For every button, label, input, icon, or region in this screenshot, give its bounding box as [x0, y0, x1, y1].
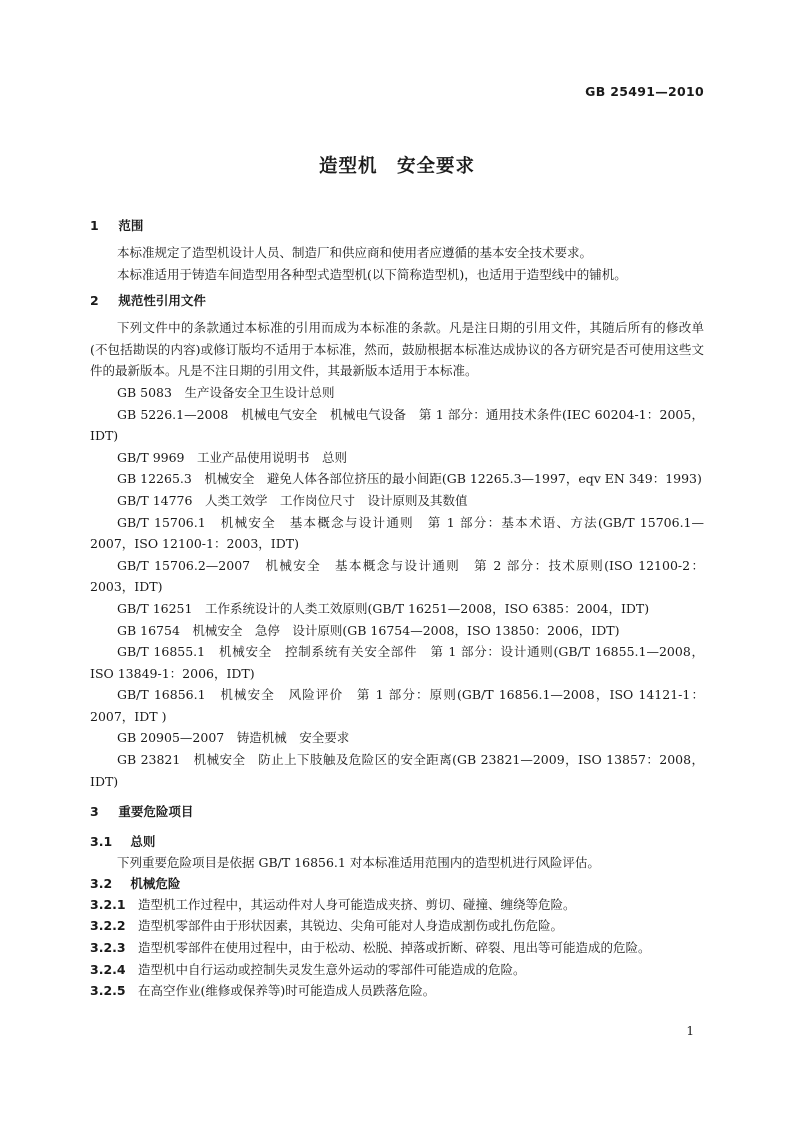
reference-item: GB 23821 机械安全 防止上下肢触及危险区的安全距离(GB 23821—2009，ISO 13857：2008，IDT) [90, 752, 704, 789]
reference-item: GB 20905—2007 铸造机械 安全要求 [117, 730, 350, 746]
document-code: GB 25491—2010 [585, 84, 704, 99]
section-number: 2 [90, 293, 99, 309]
general-paragraph: 下列重要危险项目是依据 GB/T 16856.1 对本标准适用范围内的造型机进行风险评估。 [117, 855, 600, 871]
reference-item: GB 16754 机械安全 急停 设计原则(GB 16754—2008，ISO 13850：2006，IDT) [117, 622, 620, 638]
hazard-clause [90, 980, 704, 1002]
scope-paragraph: 本标准规定了造型机设计人员、制造厂和供应商和使用者应遵循的基本安全技术要求。 [117, 245, 593, 260]
clause-number: 3.2.2 [90, 918, 126, 934]
subsection-3-2-heading [90, 874, 704, 894]
hazard-clause [90, 894, 704, 916]
clause-number: 3.2.5 [90, 983, 126, 999]
document-body [90, 216, 704, 1002]
page-title: 造型机 安全要求 [318, 156, 475, 177]
section-number: 1 [90, 218, 99, 233]
clause-text: 造型机零部件在使用过程中，由于松动、松脱、掉落或折断、碎裂、甩出等可能造成的危险。 [138, 940, 651, 956]
subsection-title: 机械危险 [130, 875, 181, 891]
hazard-clause [90, 959, 704, 981]
clause-number: 3.2.3 [90, 940, 126, 956]
hazard-clause [90, 937, 704, 959]
reference-item: GB 5226.1—2008 机械电气安全 机械电气设备 第 1 部分：通用技术条件(IEC 60204-1：2005，IDT) [90, 406, 704, 444]
reference-item: GB 12265.3 机械安全 避免人体各部位挤压的最小间距(GB 12265.3—1997，eqv EN 349：1993) [117, 471, 702, 487]
subsection-title: 总则 [130, 834, 156, 850]
reference-item: GB/T 15706.1 机械安全 基本概念与设计通则 第 1 部分：基本术语、方法(GB/T 15706.1—2007，ISO 12100-1：2003，IDT) [90, 514, 704, 552]
reference-item: GB/T 9969 工业产品使用说明书 总则 [117, 449, 348, 465]
section-2-heading [90, 291, 704, 311]
clause-text: 造型机零部件由于形状因素，其锐边、尖角可能对人身造成割伤或扎伤危险。 [138, 918, 564, 934]
subsection-3-1-heading [90, 832, 704, 852]
section-title: 范围 [118, 218, 144, 233]
reference-item: GB/T 16251 工作系统设计的人类工效原则(GB/T 16251—2008，ISO 6385：2004，IDT) [117, 600, 650, 616]
section-1-heading [90, 216, 704, 236]
subsection-number: 3.1 [90, 834, 113, 850]
clause-number: 3.2.1 [90, 896, 126, 912]
section-title: 规范性引用文件 [118, 293, 206, 309]
section-3-heading [90, 802, 704, 822]
hazard-clause [90, 915, 704, 937]
subsection-number: 3.2 [90, 875, 113, 891]
clause-text: 造型机工作过程中，其运动件对人身可能造成夹挤、剪切、碰撞、缠绕等危险。 [138, 896, 576, 912]
clause-text: 造型机中自行运动或控制失灵发生意外运动的零部件可能造成的危险。 [138, 961, 526, 977]
page-number: 1 [686, 1024, 694, 1038]
reference-item: GB/T 14776 人类工效学 工作岗位尺寸 设计原则及其数值 [117, 492, 468, 508]
reference-item: GB/T 16856.1 机械安全 风险评价 第 1 部分：原则(GB/T 16856.1—2008，ISO 14121-1：2007，IDT ) [90, 687, 704, 724]
clause-text: 在高空作业(维修或保养等)时可能造成人员跌落危险。 [138, 983, 436, 999]
reference-item: GB 5083 生产设备安全卫生设计总则 [117, 384, 335, 400]
section-number: 3 [90, 804, 99, 820]
normative-intro: 下列文件中的条款通过本标准的引用而成为本标准的条款。凡是注日期的引用文件，其随后所有的修改单(不包括勘误的内容)或修订版均不适用于本标准，然而，鼓励根据本标准达成协议的各方研究是否可使用这些文件的最新版本。凡是不注日期的引用文件，其最新版本适用于本标准。 [90, 320, 704, 379]
scope-paragraph: 本标准适用于铸造车间造型用各种型式造型机(以下简称造型机)，也适用于造型线中的铺机。 [117, 266, 627, 282]
reference-item: GB/T 16855.1 机械安全 控制系统有关安全部件 第 1 部分：设计通则(GB/T 16855.1—2008，ISO 13849-1：2006，IDT) [90, 644, 704, 681]
section-title: 重要危险项目 [118, 804, 194, 820]
clause-number: 3.2.4 [90, 961, 126, 977]
reference-item: GB/T 15706.2—2007 机械安全 基本概念与设计通则 第 2 部分：技术原则(ISO 12100-2：2003，IDT) [90, 557, 704, 595]
